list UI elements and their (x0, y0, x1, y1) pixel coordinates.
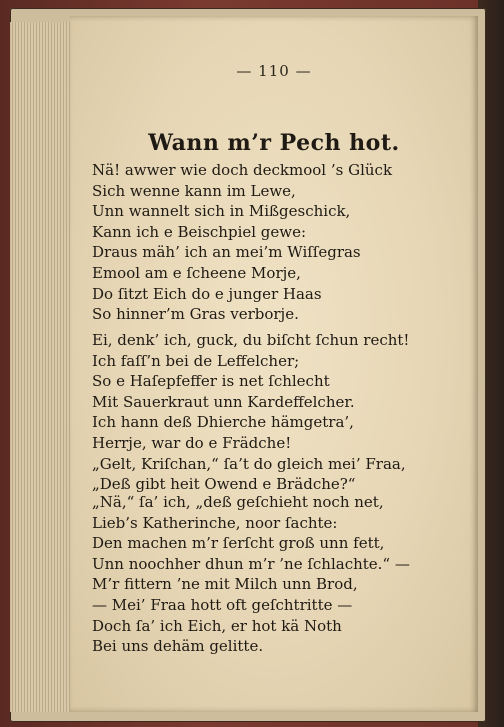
poem-line: Draus mäh’ ich an mei’m Wiſſegras (92, 243, 361, 262)
poem-line: Ei, denk’ ich, guck, du biſcht ſchun recht! (92, 331, 410, 349)
page-number: — 110 — (236, 62, 312, 80)
poem-line: M’r fittern ’ne mit Milch unn Brod, (92, 575, 358, 594)
poem-line: Bei uns dehäm gelitte. (92, 637, 264, 656)
poem-line: Mit Sauerkraut unn Kardeffelcher. (92, 392, 355, 411)
poem-line: Emool am e ſcheene Morje, (92, 263, 301, 282)
poem-line: Kann ich e Beischpiel gewe: (92, 222, 307, 241)
stanza-2 (92, 330, 492, 495)
stanza-1 (92, 160, 492, 325)
poem-line: — Mei’ Fraa hott oft geſchtritte — (92, 595, 353, 614)
poem-line: Unn noochher dhun m’r ’ne ſchlachte.“ — (92, 554, 410, 573)
poem-line: Den machen m’r ſerſcht groß unn fett, (92, 534, 385, 553)
poem-line: Doch ſa’ ich Eich, er hot kä Noth (92, 616, 342, 635)
poem-line: Nä! awwer wie doch deckmool ’s Glück (92, 161, 393, 179)
stanza-3 (92, 492, 492, 657)
poem-line: „Gelt, Kriſchan,“ ſa’t do gleich mei’ Fraa, (92, 454, 406, 473)
poem-line: So e Haſepfeffer is net ſchlecht (92, 372, 330, 391)
poem-line: Ich hann deß Dhierche hämgetra’, (92, 413, 354, 432)
poem-line: Lieb’s Katherinche, noor ſachte: (92, 513, 338, 532)
poem-line: Herrje, war do e Frädche! (92, 433, 292, 452)
page-edges (10, 22, 70, 712)
poem-title: Wann m’r Pech hot. (148, 130, 400, 156)
poem-line: „Nä,“ ſa’ ich, „deß geſchieht noch net, (92, 493, 384, 511)
poem-line: Sich wenne kann im Lewe, (92, 181, 296, 200)
poem-line: „Deß gibt heit Owend e Brädche?“ (92, 475, 356, 494)
poem-line: So hinner’m Gras verborje. (92, 305, 299, 324)
poem-line: Do ſitzt Eich do e junger Haas (92, 284, 322, 303)
poem-line: Unn wannelt sich in Mißgeschick, (92, 202, 351, 221)
poem-line: Ich faſſ’n bei de Leffelcher; (92, 351, 300, 370)
